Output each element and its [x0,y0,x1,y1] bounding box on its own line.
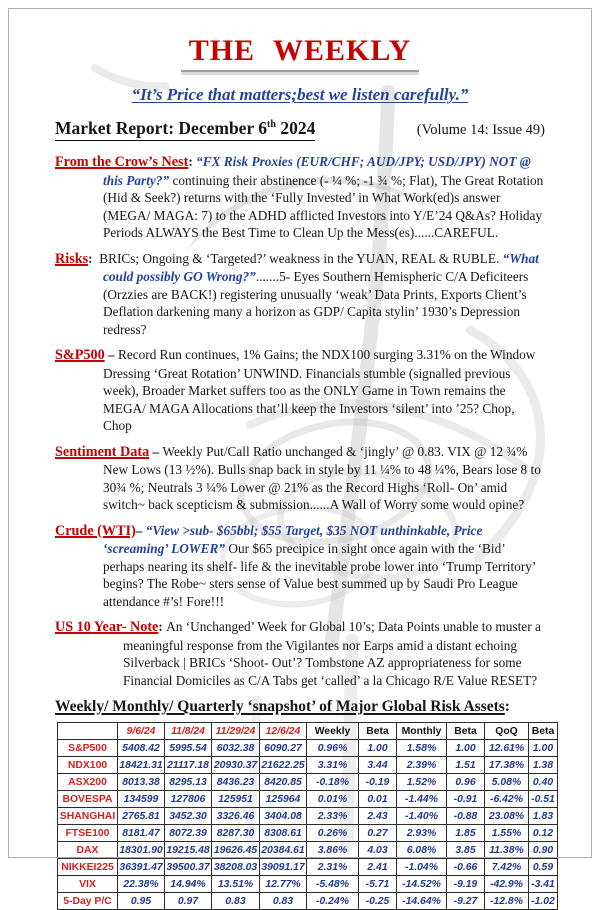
body-text: .......5- Eyes Southern Hemispheric C/A Deficiteers (Orzzies are BACK!) registering unusually ‘weak’ Data Prints, Exports Client’s Deflation darkening many a horizon as GDP/ Capita stylin’ 1930’s Depression redress? [103,269,529,337]
report-title-suffix: 2024 [275,118,316,138]
row-label: NIKKEI225 [58,859,118,876]
table-row [58,740,558,757]
cell-value: 20384.61 [260,842,307,859]
cell-value: 4.03 [359,842,397,859]
cell-value: 3326.46 [212,808,260,825]
cell-value: 23.08% [485,808,529,825]
cell-value: -9.19 [447,876,485,893]
separator: : [158,619,167,634]
cell-value: 0.95 [118,893,165,910]
cell-value: 1.52% [397,774,447,791]
column-header: Weekly [307,723,359,740]
cell-value: 0.59 [529,859,558,876]
row-label: NDX100 [58,757,118,774]
cell-value: 1.51 [447,757,485,774]
cell-value: 36391.47 [118,859,165,876]
cell-value: -0.25 [359,893,397,910]
cell-value: 8420.85 [260,774,307,791]
section-crude [55,522,545,611]
cell-value: 2.41 [359,859,397,876]
row-label: BOVESPA [58,791,118,808]
tagline-quote: “It’s Price that matters;best we listen carefully.” [131,85,469,104]
cell-value: 18301.90 [118,842,165,859]
row-label: ASX200 [58,774,118,791]
lead-quote: “FX Risk Proxies (EUR/CHF; AUD/JPY; USD/JPY) NOT @ this Party?” [103,154,531,188]
lead-quote: “View >sub- $65bbl; $55 Target, $35 NOT unthinkable, Price ‘screaming’ LOWER” [103,522,483,556]
cell-value: -5.48% [307,876,359,893]
column-header: 11/8/24 [165,723,212,740]
table-row [58,791,558,808]
table-title-text: Weekly/ Monthly/ Quarterly ‘snapshot’ of Major Global Risk Assets [55,698,505,715]
cell-value: -14.52% [397,876,447,893]
cell-value: 21622.25 [260,757,307,774]
section-risks [55,250,545,339]
cell-value: 3.44 [359,757,397,774]
cell-value: -1.02 [529,893,558,910]
cell-value: 3452.30 [165,808,212,825]
cell-value: -12.8% [485,893,529,910]
section-heading-sentiment: Sentiment Data [55,443,150,460]
cell-value: 1.00 [359,740,397,757]
column-header-blank [58,723,118,740]
cell-value: -9.27 [447,893,485,910]
cell-value: -0.24% [307,893,359,910]
cell-value: -0.19 [359,774,397,791]
cell-value: 19626.45 [212,842,260,859]
cell-value: 11.38% [485,842,529,859]
table-row [58,757,558,774]
cell-value: 8295.13 [165,774,212,791]
report-title-ordinal: th [267,119,276,131]
cell-value: 2.43 [359,808,397,825]
cell-value: 2.33% [307,808,359,825]
cell-value: 2.93% [397,825,447,842]
cell-value: -0.66 [447,859,485,876]
cell-value: 21117.18 [165,757,212,774]
cell-value: 6090.27 [260,740,307,757]
cell-value: -0.51 [529,791,558,808]
row-label: DAX [58,842,118,859]
cell-value: 0.27 [359,825,397,842]
lead-quote: “What could possibly GO Wrong?” [103,250,539,284]
table-row [58,808,558,825]
cell-value: 8181.47 [118,825,165,842]
cell-value: 3.86% [307,842,359,859]
body-text: BRICs; Ongoing & ‘Targeted?’ weakness in the YUAN, REAL & RUBLE. [92,250,503,266]
cell-value: 3.31% [307,757,359,774]
table-row [58,859,558,876]
cell-value: 5408.42 [118,740,165,757]
cell-value: -6.42% [485,791,529,808]
cell-value: 39091.17 [260,859,307,876]
cell-value: 0.01 [359,791,397,808]
cell-value: 12.61% [485,740,529,757]
cell-value: 8436.23 [212,774,260,791]
column-header: Beta [447,723,485,740]
cell-value: 8013.38 [118,774,165,791]
cell-value: 0.97 [165,893,212,910]
cell-value: -1.44% [397,791,447,808]
table-title-colon: : [504,698,510,715]
cell-value: 1.85 [447,825,485,842]
row-label: FTSE100 [58,825,118,842]
row-label: VIX [58,876,118,893]
cell-value: -0.91 [447,791,485,808]
cell-value: 0.83 [212,893,260,910]
assets-table-body [58,740,558,910]
column-header: 11/29/24 [212,723,260,740]
cell-value: -5.71 [359,876,397,893]
separator: – [104,347,118,362]
section-crows-nest [55,153,545,242]
cell-value: 8308.61 [260,825,307,842]
cell-value: 3404.08 [260,808,307,825]
cell-value: 3.85 [447,842,485,859]
column-header: Beta [359,723,397,740]
cell-value: 5.08% [485,774,529,791]
cell-value: -3.41 [529,876,558,893]
separator: – [135,522,146,538]
cell-value: 17.38% [485,757,529,774]
cell-value: 0.96 [447,774,485,791]
cell-value: -1.40% [397,808,447,825]
cell-value: 125964 [260,791,307,808]
cell-value: 14.94% [165,876,212,893]
cell-value: -1.04% [397,859,447,876]
cell-value: 134599 [118,791,165,808]
cell-value: 1.38 [529,757,558,774]
column-header: Beta [529,723,558,740]
cell-value: 125951 [212,791,260,808]
cell-value: 1.58% [397,740,447,757]
section-heading-sp500: S&P500 [55,347,105,363]
cell-value: 1.00 [447,740,485,757]
table-row [58,842,558,859]
cell-value: 18421.31 [118,757,165,774]
body-text: Our $65 precipice in sight once again with the ‘Bid’ perhaps nearing its shelf- life & the inevitable probe lower into ‘Trump Territory’ begins? The Robe~ sters sense of Value best summed up by Saudi Pro League attendance #’s! Fore!!! [103,541,536,609]
cell-value: 22.38% [118,876,165,893]
cell-value: 1.83 [529,808,558,825]
cell-value: 6.08% [397,842,447,859]
report-title-prefix: Market Report: December 6 [55,118,268,138]
global-risk-assets-table [57,722,558,910]
cell-value: 0.01% [307,791,359,808]
cell-value: -42.9% [485,876,529,893]
column-header: 12/6/24 [260,723,307,740]
cell-value: -0.18% [307,774,359,791]
cell-value: 1.55% [485,825,529,842]
cell-value: 1.00 [529,740,558,757]
cell-value: 127806 [165,791,212,808]
row-label: SHANGHAI [58,808,118,825]
separator: – [149,443,163,459]
table-title [55,698,545,716]
table-row [58,893,558,910]
body-text: An ‘Unchanged’ Week for Global 10’s; Data Points unable to muster a meaningful response from the Vigilantes nor Earps amid a distant echoing Silverback | BRICs ‘Shoot- Out’? Tombstone AZ appropriateness for some Financial Domiciles as C/A Tabs get ‘called’ a la Chicago R/E Value RESET? [123,619,541,688]
cell-value: 0.26% [307,825,359,842]
volume-issue-label: (Volume 14: Issue 49) [416,122,545,138]
column-header: 9/6/24 [118,723,165,740]
section-sp500 [55,346,545,435]
table-row [58,876,558,893]
cell-value: 8287.30 [212,825,260,842]
cell-value: 0.12 [529,825,558,842]
section-us10yr [55,618,545,689]
row-label: S&P500 [58,740,118,757]
cell-value: 38208.03 [212,859,260,876]
table-header-row [58,723,558,740]
cell-value: 0.40 [529,774,558,791]
body-text: Record Run continues, 1% Gains; the NDX100 surging 3.31% on the Window Dressing ‘Great Rotation’ UNWIND. Financials stumble (signalled previous week), Broader Market suffers too as the ONLY Game in Town remains the MEGA/ MAGA Allocations that’ll keep the Investors ‘silent’ into ’25? Chop, Chop [103,347,536,433]
table-row [58,825,558,842]
table-row [58,774,558,791]
section-heading-us10yr: US 10 Year- Note [55,619,159,635]
cell-value: 2.39% [397,757,447,774]
column-header: Monthly [397,723,447,740]
cell-value: 0.83 [260,893,307,910]
cell-value: 5995.54 [165,740,212,757]
cell-value: 7.42% [485,859,529,876]
cell-value: 12.77% [260,876,307,893]
cell-value: 13.51% [212,876,260,893]
page-title: THE WEEKLY [181,34,420,72]
cell-value: 2765.81 [118,808,165,825]
cell-value: 0.90 [529,842,558,859]
cell-value: -0.88 [447,808,485,825]
section-sentiment [55,443,545,514]
section-heading-risks: Risks [55,250,89,267]
cell-value: 19215.48 [165,842,212,859]
cell-value: 39500.37 [165,859,212,876]
column-header: QoQ [485,723,529,740]
cell-value: 0.96% [307,740,359,757]
separator: : [88,250,93,266]
cell-value: 2.31% [307,859,359,876]
separator: : [188,154,197,169]
report-title [55,118,315,141]
row-label: 5-Day P/C [58,893,118,910]
cell-value: 8072.39 [165,825,212,842]
body-text: Weekly Put/Call Ratio unchanged & ‘jingly’ @ 0.83. VIX @ 12 ¾% New Lows (13 ½%). Bulls snap back in style by 11 ¼% to 48 ¼%, Bears lose 8 to 30¾ %; Neutrals 3 ¼% Lower @ 21% as the Record Highs ‘Roll- On’ amid switch~ back scepticism & submission......A Wall of Worry some would opine? [103,443,541,512]
body-text: continuing their abstinence (- ¼ %; -1 ¾ %; Flat), The Great Rotation (Hid & Seek?) returns with the ‘Fully Invested’ in What Work(ed)s answer (MEGA/ MAGA: 7) to the ADHD afflicted Investors into Y/E’24 Q&As? Holiday Periods ALWAYS the Best Time to Clean Up the Mess(es)......CAREFUL. [103,172,544,240]
cell-value: -14.64% [397,893,447,910]
section-heading-crows-nest: From the Crow’s Nest [55,154,189,170]
report-header-row [55,118,545,141]
cell-value: 6032.38 [212,740,260,757]
cell-value: 20930.37 [212,757,260,774]
section-heading-crude: Crude (WTI) [55,522,136,539]
